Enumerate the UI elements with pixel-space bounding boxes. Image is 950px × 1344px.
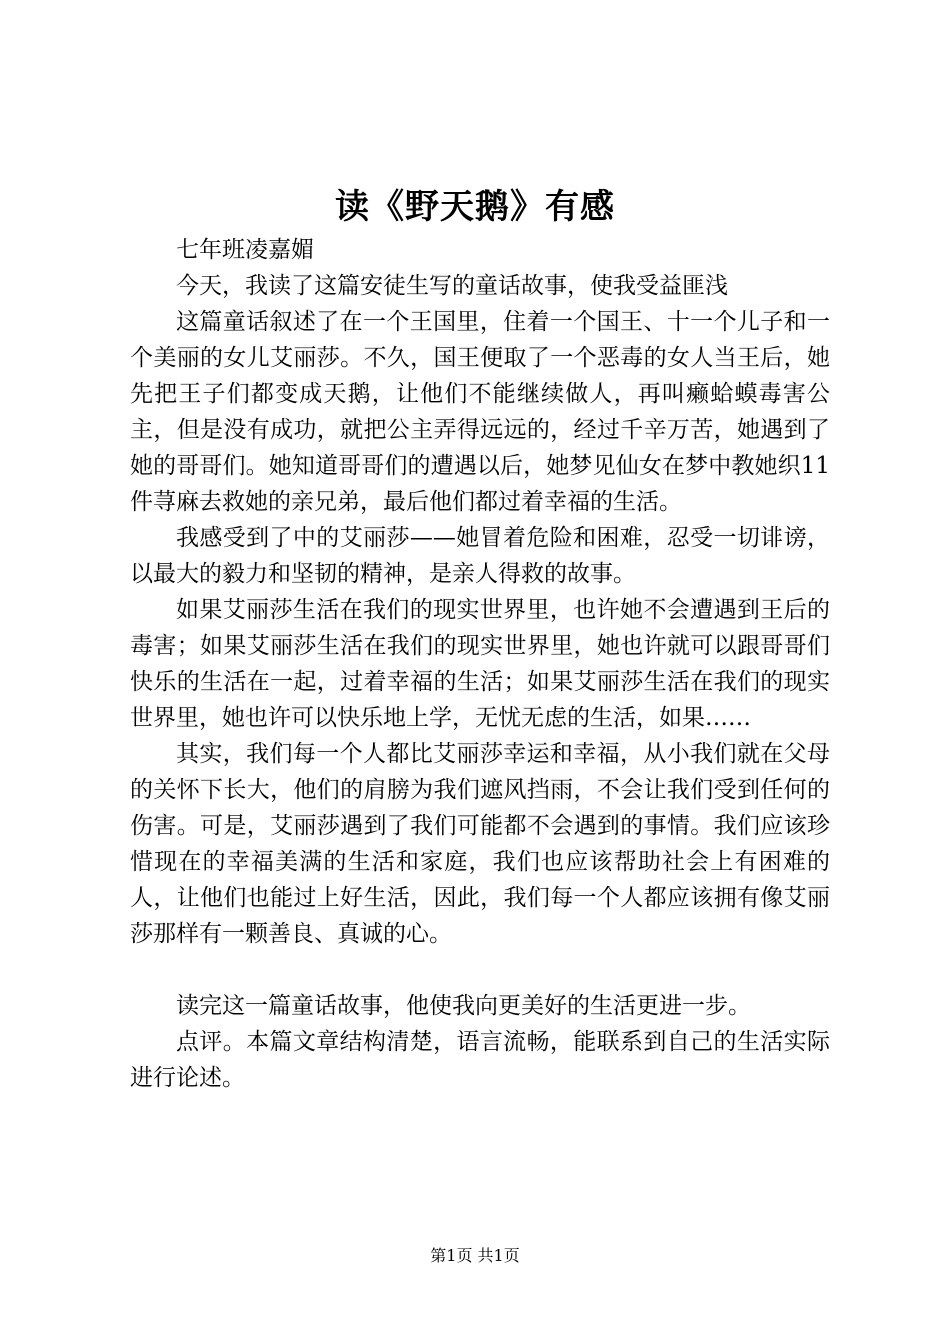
document-title: 读《野天鹅》有感: [335, 187, 615, 227]
document-body: [130, 232, 830, 1096]
paragraph-intro: 今天，我读了这篇安徒生写的童话故事，使我受益匪浅: [176, 273, 728, 299]
paragraph-if: 如果艾丽莎生活在我们的现实世界里，也许她不会遭遇到王后的毒害；如果艾丽莎生活在我们的现实世界里，她也许就可以跟哥哥们快乐的生活在一起，过着幸福的生活；如果艾丽莎生活在我们的现实世界里，她也许可以快乐地上学，无忧无虑的生活，如果……: [130, 597, 830, 731]
paragraph-gap: [130, 952, 830, 988]
paragraph-reflection: 其实，我们每一个人都比艾丽莎幸运和幸福，从小我们就在父母的关怀下长大，他们的肩膀为我们遮风挡雨，不会让我们受到任何的伤害。可是，艾丽莎遇到了我们可能都不会遇到的事情。我们应该珍惜现在的幸福美满的生活和家庭，我们也应该帮助社会上有困难的人，让他们也能过上好生活，因此，我们每一个人都应该拥有像艾丽莎那样有一颗善良、真诚的心。: [130, 741, 830, 947]
paragraph-feeling: 我感受到了中的艾丽莎——她冒着危险和困难，忍受一切诽谤，以最大的毅力和坚韧的精神，是亲人得救的故事。: [130, 525, 830, 587]
author-line: 七年班凌嘉媚: [176, 237, 314, 263]
page-footer: 第1页 共1页: [430, 1246, 520, 1265]
paragraph-comment: 点评。本篇文章结构清楚，语言流畅，能联系到自己的生活实际进行论述。: [130, 1029, 830, 1091]
paragraph-summary: 这篇童话叙述了在一个王国里，住着一个国王、十一个儿子和一个美丽的女儿艾丽莎。不久，国王便取了一个恶毒的女人当王后，她先把王子们都变成天鹅，让他们不能继续做人，再叫癞蛤蟆毒害公主，但是没有成功，就把公主弄得远远的，经过千辛万苦，她遇到了她的哥哥们。她知道哥哥们的遭遇以后，她梦见仙女在梦中教她织11件荨麻去救她的亲兄弟，最后他们都过着幸福的生活。: [130, 309, 830, 515]
paragraph-conclusion: 读完这一篇童话故事，他使我向更美好的生活更进一步。: [176, 993, 751, 1019]
